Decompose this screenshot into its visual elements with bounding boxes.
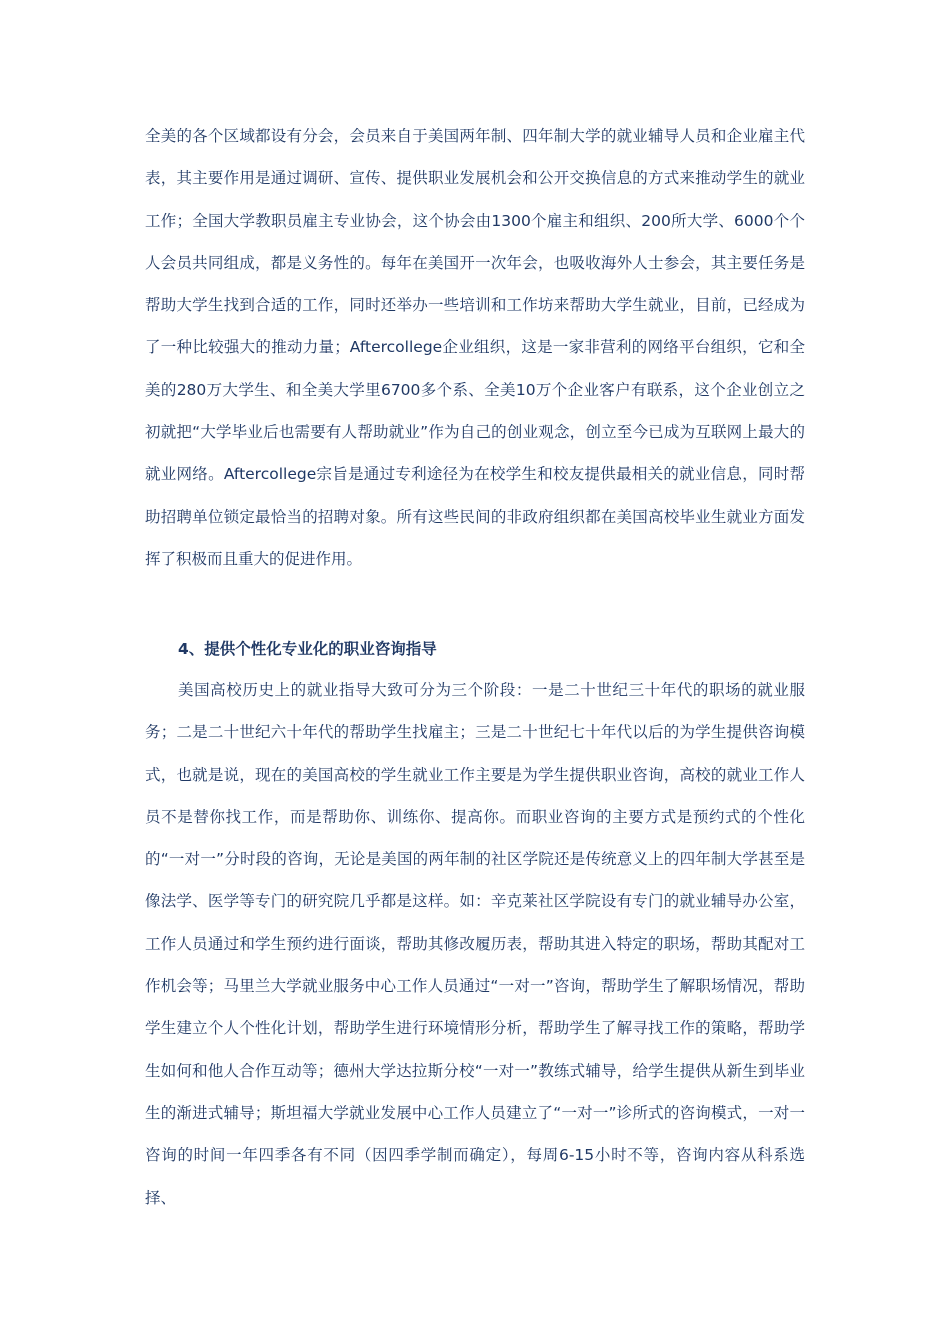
body-paragraph-2: 美国高校历史上的就业指导大致可分为三个阶段：一是二十世纪三十年代的职场的就业服务；二是二十世纪六十年代的帮助学生找雇主；三是二十世纪七十年代以后的为学生提供咨询模式，也就是说，现在的美国高校的学生就业工作主要是为学生提供职业咨询，高校的就业工作人员不是替你找工作，而是帮助你、训练你、提高你。而职业咨询的主要方式是预约式的个性化的“一对一”分时段的咨询，无论是美国的两年制的社区学院还是传统意义上的四年制大学甚至是像法学、医学等专门的研究院几乎都是这样。如：辛克莱社区学院设有专门的就业辅导办公室，工作人员通过和学生预约进行面谈，帮助其修改履历表，帮助其进入特定的职场，帮助其配对工作机会等；马里兰大学就业服务中心工作人员通过“一对一”咨询，帮助学生了解职场情况，帮助学生建立个人个性化计划，帮助学生进行环境情形分析，帮助学生了解寻找工作的策略，帮助学生如何和他人合作互动等；德州大学达拉斯分校“一对一”教练式辅导，给学生提供从新生到毕业生的渐进式辅导；斯坦福大学就业发展中心工作人员建立了“一对一”诊所式的咨询模式，一对一咨询的时间一年四季各有不同（因四季学制而确定），每周6-15小时不等，咨询内容从科系选择、 bbox=[145, 681, 805, 1207]
section-heading: 4、提供个性化专业化的职业咨询指导 bbox=[178, 640, 437, 658]
body-paragraph-1: 全美的各个区域都设有分会，会员来自于美国两年制、四年制大学的就业辅导人员和企业雇主代表，其主要作用是通过调研、宣传、提供职业发展机会和公开交换信息的方式来推动学生的就业工作；全国大学教职员雇主专业协会，这个协会由1300个雇主和组织、200所大学、6000个个人会员共同组成，都是义务性的。每年在美国开一次年会，也吸收海外人士参会，其主要任务是帮助大学生找到合适的工作，同时还举办一些培训和工作坊来帮助大学生就业，目前，已经成为了一种比较强大的推动力量；Aftercollege企业组织，这是一家非营利的网络平台组织，它和全美的280万大学生、和全美大学里6700多个系、全美10万个企业客户有联系，这个企业创立之初就把“大学毕业后也需要有人帮助就业”作为自己的创业观念，创立至今已成为互联网上最大的就业网络。Aftercollege宗旨是通过专利途径为在校学生和校友提供最相关的就业信息，同时帮助招聘单位锁定最恰当的招聘对象。所有这些民间的非政府组织都在美国高校毕业生就业方面发挥了积极而且重大的促进作用。 bbox=[145, 127, 805, 568]
